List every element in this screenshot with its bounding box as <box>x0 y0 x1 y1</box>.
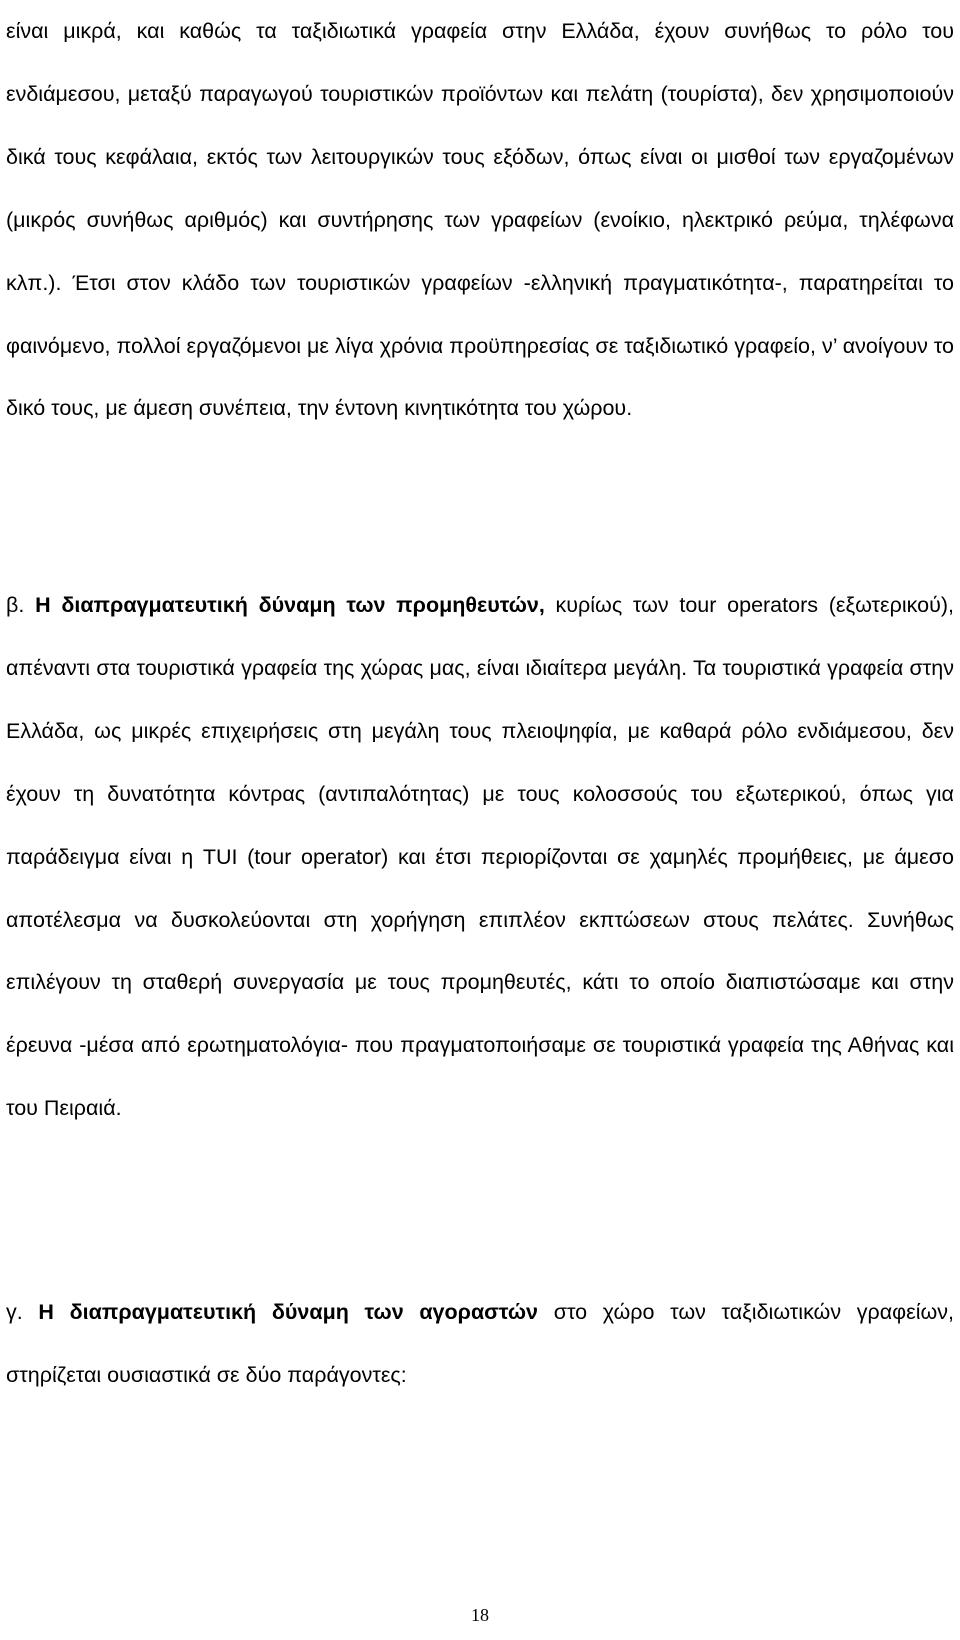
paragraph-body-suppliers: κυρίως των tour operators (εξωτερικού), απέναντι στα τουριστικά γραφεία της χώρας μας, είναι ιδιαίτερα μεγάλη. Τα τουριστικά γραφεία στην Ελλάδα, ως μικρές επιχειρήσεις στη μεγάλη τους πλειοψηφία, με καθαρά ρόλο ενδιάμεσου, δεν έχουν τη δυνατότητα κόντρας (αντιπαλότητας) με τους κολοσσούς του εξωτερικού, όπως για παράδειγμα είναι η TUI (tour operator) και έτσι περιορίζονται σε χαμηλές προμήθειες, με άμεσο αποτέλεσμα να δυσκολεύονται στη χορήγηση επιπλέον εκπτώσεων στους πελάτες. Συνήθως επιλέγουν τη σταθερή συνεργασία με τους προμηθευτές, κάτι το οποίο διαπιστώσαμε και στην έρευνα -μέσα από ερωτηματολόγια- που πραγματοποιήσαμε σε τουριστικά γραφεία της Αθήνας και του Πειραιά. <box>6 593 954 1121</box>
section-heading-buyers: Η διαπραγματευτική δύναμη των αγοραστών <box>38 1300 538 1324</box>
list-marker-b: β. <box>6 593 25 617</box>
section-heading-suppliers: Η διαπραγματευτική δύναμη των προμηθευτών, <box>35 593 545 617</box>
paragraph-body-buyers: στο χώρο των ταξιδιωτικών γραφείων, στηρίζεται ουσιαστικά σε δύο παράγοντες: <box>6 1300 954 1387</box>
paragraph-supplier-bargaining-power <box>6 574 954 1140</box>
paragraph-buyer-bargaining-power <box>6 1281 954 1407</box>
list-marker-c: γ. <box>6 1300 23 1324</box>
page-number: 18 <box>471 1605 489 1625</box>
paragraph-travel-agencies-mobility: είναι μικρά, και καθώς τα ταξιδιωτικά γραφεία στην Ελλάδα, έχουν συνήθως το ρόλο του ενδιάμεσου, μεταξύ παραγωγού τουριστικών προϊόντων και πελάτη (τουρίστα), δεν χρησιμοποιούν δικά τους κεφάλαια, εκτός των λειτουργικών τους εξόδων, όπως είναι οι μισθοί των εργαζομένων (μικρός συνήθως αριθμός) και συντήρησης των γραφείων (ενοίκιο, ηλεκτρικό ρεύμα, τηλέφωνα κλπ.). Έτσι στον κλάδο των τουριστικών γραφείων -ελληνική πραγματικότητα-, παρατηρείται το φαινόμενο, πολλοί εργαζόμενοι με λίγα χρόνια προϋπηρεσίας σε ταξιδιωτικό γραφείο, ν’ ανοίγουν το δικό τους, με άμεση συνέπεια, την έντονη κινητικότητα του χώρου. <box>6 19 954 421</box>
